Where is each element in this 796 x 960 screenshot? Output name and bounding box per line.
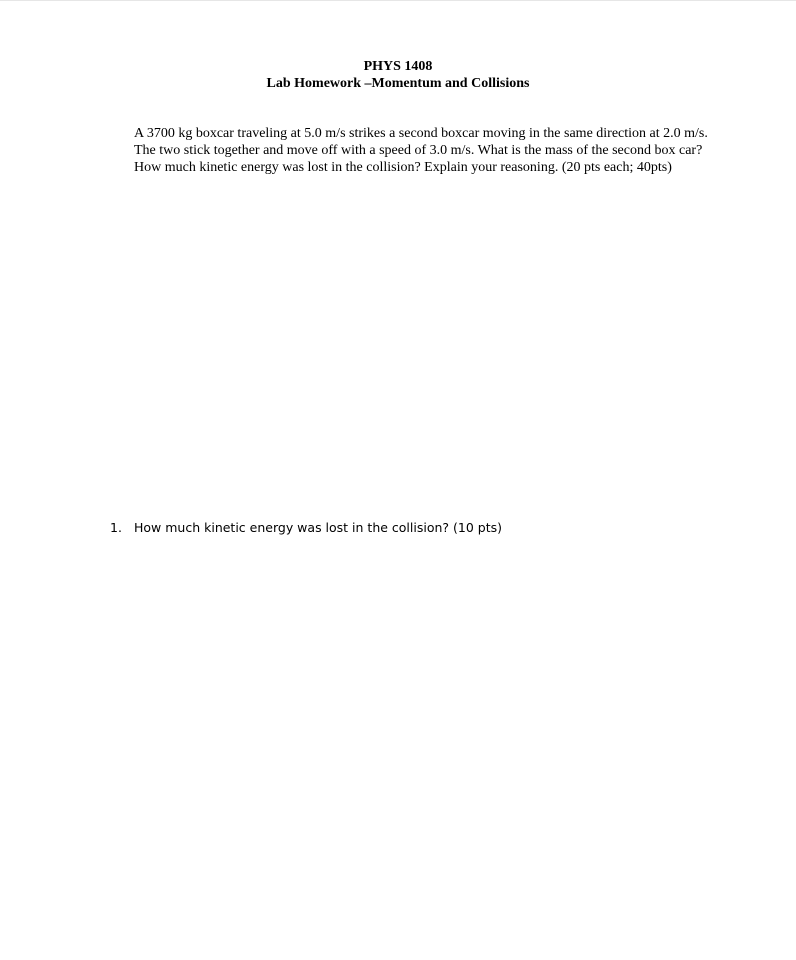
document-header (0, 58, 796, 92)
problem-statement: A 3700 kg boxcar traveling at 5.0 m/s strikes a second boxcar moving in the same direction at 2.0 m/s. The two stick together and move off with a speed of 3.0 m/s. What is the mass of the second box car? How much kinetic energy was lost in the collision? Explain your reasoning. (20 pts each; 40pts) (134, 126, 708, 175)
question-text: How much kinetic energy was lost in the collision? (10 pts) (134, 520, 502, 535)
question-number: 1. (110, 520, 122, 535)
document-title: Lab Homework –Momentum and Collisions (266, 76, 530, 91)
course-code: PHYS 1408 (363, 59, 433, 74)
question-item (110, 519, 710, 536)
